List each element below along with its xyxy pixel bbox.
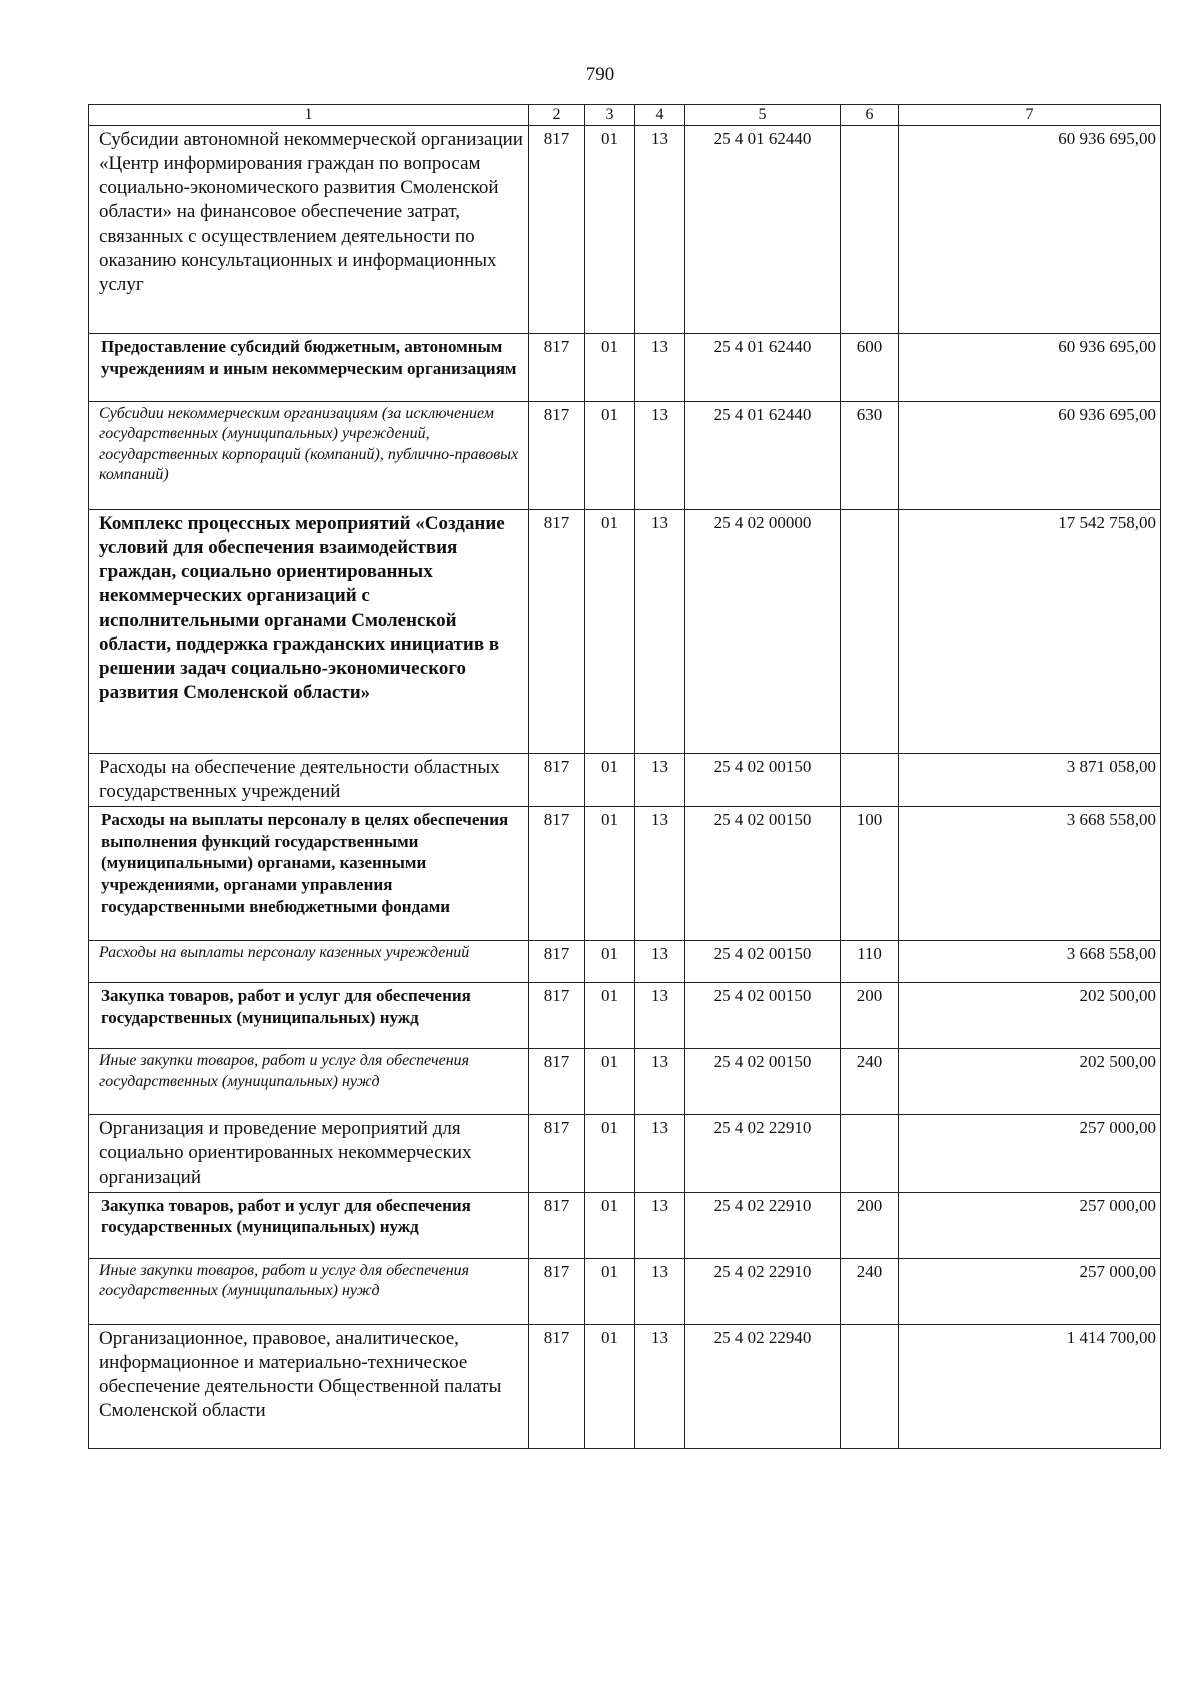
row-vr-cell <box>841 1115 899 1192</box>
row-pr-cell: 13 <box>635 1049 685 1115</box>
header-col-vr: 6 <box>841 105 899 126</box>
row-csr-cell: 25 4 01 62440 <box>685 126 841 334</box>
table-row <box>89 126 1161 334</box>
row-name-cell: Организация и проведение мероприятий для социально ориентированных некоммерческих организаций <box>89 1115 529 1192</box>
table-row <box>89 1115 1161 1192</box>
row-sum-cell: 257 000,00 <box>899 1115 1161 1192</box>
row-pr-cell: 13 <box>635 510 685 754</box>
row-vr-cell <box>841 126 899 334</box>
table-row <box>89 941 1161 983</box>
row-rz-cell: 01 <box>585 510 635 754</box>
row-rz-cell: 01 <box>585 126 635 334</box>
row-pr-cell: 13 <box>635 1324 685 1448</box>
row-gr-cell: 817 <box>529 754 585 807</box>
row-gr-cell: 817 <box>529 510 585 754</box>
row-csr-cell: 25 4 02 00000 <box>685 510 841 754</box>
table-row <box>89 807 1161 941</box>
table-row <box>89 1192 1161 1258</box>
row-pr-cell: 13 <box>635 1192 685 1258</box>
row-pr-cell: 13 <box>635 941 685 983</box>
row-name-cell: Закупка товаров, работ и услуг для обеспечения государственных (муниципальных) нужд <box>89 983 529 1049</box>
row-gr-cell: 817 <box>529 126 585 334</box>
row-pr-cell: 13 <box>635 1258 685 1324</box>
header-col-sum: 7 <box>899 105 1161 126</box>
header-col-gr: 2 <box>529 105 585 126</box>
header-col-rz: 3 <box>585 105 635 126</box>
row-sum-cell: 3 668 558,00 <box>899 941 1161 983</box>
row-rz-cell: 01 <box>585 1258 635 1324</box>
row-rz-cell: 01 <box>585 754 635 807</box>
row-gr-cell: 817 <box>529 941 585 983</box>
row-sum-cell: 3 668 558,00 <box>899 807 1161 941</box>
header-col-pr: 4 <box>635 105 685 126</box>
row-sum-cell: 202 500,00 <box>899 983 1161 1049</box>
row-sum-cell: 3 871 058,00 <box>899 754 1161 807</box>
table-row <box>89 1049 1161 1115</box>
row-gr-cell: 817 <box>529 1324 585 1448</box>
row-pr-cell: 13 <box>635 402 685 510</box>
row-gr-cell: 817 <box>529 807 585 941</box>
row-gr-cell: 817 <box>529 1049 585 1115</box>
row-rz-cell: 01 <box>585 941 635 983</box>
row-sum-cell: 60 936 695,00 <box>899 402 1161 510</box>
row-vr-cell: 110 <box>841 941 899 983</box>
row-name-cell: Субсидии некоммерческим организациям (за исключением государственных (муниципальных) учреждений, государственных корпораций (компаний), публично-правовых компаний) <box>89 402 529 510</box>
row-pr-cell: 13 <box>635 807 685 941</box>
row-pr-cell: 13 <box>635 983 685 1049</box>
table-row <box>89 1324 1161 1448</box>
row-vr-cell: 600 <box>841 334 899 402</box>
row-vr-cell <box>841 1324 899 1448</box>
row-vr-cell: 200 <box>841 1192 899 1258</box>
row-rz-cell: 01 <box>585 1115 635 1192</box>
header-col-name: 1 <box>89 105 529 126</box>
row-name-cell: Расходы на выплаты персоналу казенных учреждений <box>89 941 529 983</box>
row-csr-cell: 25 4 02 00150 <box>685 754 841 807</box>
row-vr-cell <box>841 510 899 754</box>
row-pr-cell: 13 <box>635 754 685 807</box>
row-name-cell: Закупка товаров, работ и услуг для обеспечения государственных (муниципальных) нужд <box>89 1192 529 1258</box>
row-gr-cell: 817 <box>529 402 585 510</box>
row-name-cell: Расходы на выплаты персоналу в целях обеспечения выполнения функций государственными (муниципальными) органами, казенными учреждениями, органами управления государственными внебюджетными фондами <box>89 807 529 941</box>
row-name-cell: Комплекс процессных мероприятий «Создание условий для обеспечения взаимодействия граждан, социально ориентированных некоммерческих организаций с исполнительными органами Смоленской области, поддержка гражданских инициатив в решении задач социально-экономического развития Смоленской области» <box>89 510 529 754</box>
table-body <box>89 126 1161 1449</box>
row-rz-cell: 01 <box>585 1192 635 1258</box>
row-name-cell: Субсидии автономной некоммерческой организации «Центр информирования граждан по вопросам социально-экономического развития Смоленской области» на финансовое обеспечение затрат, связанных с осуществлением деятельности по оказанию консультационных и информационных услуг <box>89 126 529 334</box>
row-rz-cell: 01 <box>585 1324 635 1448</box>
row-sum-cell: 202 500,00 <box>899 1049 1161 1115</box>
row-rz-cell: 01 <box>585 807 635 941</box>
row-gr-cell: 817 <box>529 1115 585 1192</box>
row-vr-cell: 240 <box>841 1258 899 1324</box>
row-pr-cell: 13 <box>635 1115 685 1192</box>
row-pr-cell: 13 <box>635 126 685 334</box>
row-sum-cell: 60 936 695,00 <box>899 334 1161 402</box>
row-sum-cell: 1 414 700,00 <box>899 1324 1161 1448</box>
row-csr-cell: 25 4 02 00150 <box>685 941 841 983</box>
row-rz-cell: 01 <box>585 1049 635 1115</box>
row-csr-cell: 25 4 02 00150 <box>685 807 841 941</box>
row-name-cell: Иные закупки товаров, работ и услуг для обеспечения государственных (муниципальных) нужд <box>89 1258 529 1324</box>
table-row <box>89 1258 1161 1324</box>
row-sum-cell: 257 000,00 <box>899 1192 1161 1258</box>
row-csr-cell: 25 4 02 00150 <box>685 983 841 1049</box>
row-sum-cell: 257 000,00 <box>899 1258 1161 1324</box>
row-sum-cell: 17 542 758,00 <box>899 510 1161 754</box>
table-row <box>89 334 1161 402</box>
row-name-cell: Организационное, правовое, аналитическое, информационное и материально-техническое обеспечение деятельности Общественной палаты Смоленской области <box>89 1324 529 1448</box>
row-pr-cell: 13 <box>635 334 685 402</box>
row-name-cell: Иные закупки товаров, работ и услуг для обеспечения государственных (муниципальных) нужд <box>89 1049 529 1115</box>
table-row <box>89 983 1161 1049</box>
row-rz-cell: 01 <box>585 334 635 402</box>
row-rz-cell: 01 <box>585 983 635 1049</box>
row-vr-cell: 240 <box>841 1049 899 1115</box>
row-csr-cell: 25 4 01 62440 <box>685 402 841 510</box>
table-row <box>89 754 1161 807</box>
row-gr-cell: 817 <box>529 1258 585 1324</box>
table-row <box>89 402 1161 510</box>
row-gr-cell: 817 <box>529 334 585 402</box>
row-vr-cell: 200 <box>841 983 899 1049</box>
row-csr-cell: 25 4 02 22940 <box>685 1324 841 1448</box>
row-csr-cell: 25 4 02 22910 <box>685 1258 841 1324</box>
row-name-cell: Расходы на обеспечение деятельности областных государственных учреждений <box>89 754 529 807</box>
budget-table <box>88 104 1161 1449</box>
row-gr-cell: 817 <box>529 1192 585 1258</box>
row-vr-cell: 100 <box>841 807 899 941</box>
row-sum-cell: 60 936 695,00 <box>899 126 1161 334</box>
row-gr-cell: 817 <box>529 983 585 1049</box>
row-csr-cell: 25 4 01 62440 <box>685 334 841 402</box>
header-row <box>89 105 1161 126</box>
header-col-csr: 5 <box>685 105 841 126</box>
row-vr-cell: 630 <box>841 402 899 510</box>
row-vr-cell <box>841 754 899 807</box>
row-csr-cell: 25 4 02 22910 <box>685 1192 841 1258</box>
page-number: 790 <box>585 64 615 85</box>
row-csr-cell: 25 4 02 00150 <box>685 1049 841 1115</box>
table-row <box>89 510 1161 754</box>
row-name-cell: Предоставление субсидий бюджетным, автономным учреждениям и иным некоммерческим организациям <box>89 334 529 402</box>
row-rz-cell: 01 <box>585 402 635 510</box>
row-csr-cell: 25 4 02 22910 <box>685 1115 841 1192</box>
